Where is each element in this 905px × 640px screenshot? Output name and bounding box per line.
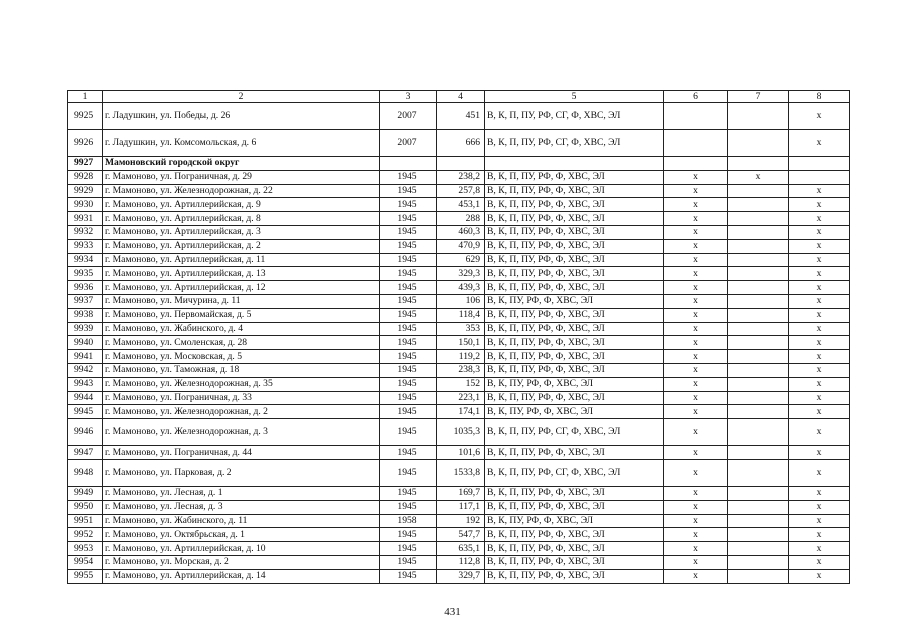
area-cell: 451 [437,103,485,130]
works-cell: В, К, П, ПУ, РФ, СГ, Ф, ХВС, ЭЛ [485,459,664,486]
area-cell: 470,9 [437,239,485,253]
col8-mark-cell: х [789,459,850,486]
works-cell: В, К, П, ПУ, РФ, Ф, ХВС, ЭЛ [485,363,664,377]
area-cell: 547,7 [437,528,485,542]
address-cell: г. Мамоново, ул. Морская, д. 2 [103,555,380,569]
col7-mark-cell [728,184,789,198]
row-number-cell: 9949 [68,486,103,500]
area-cell: 453,1 [437,198,485,212]
col8-mark-cell: х [789,514,850,528]
year-cell: 1945 [380,239,437,253]
address-cell: г. Мамоново, ул. Железнодорожная, д. 22 [103,184,380,198]
table-row [68,391,850,405]
col7-mark-cell [728,130,789,157]
row-number-cell: 9931 [68,212,103,226]
col6-mark-cell: х [664,308,728,322]
address-cell: г. Мамоново, ул. Артиллерийская, д. 2 [103,239,380,253]
row-number-cell: 9943 [68,377,103,391]
year-cell: 1945 [380,184,437,198]
address-cell: г. Мамоново, ул. Мичурина, д. 11 [103,294,380,308]
col8-mark-cell: х [789,391,850,405]
col7-mark-cell [728,514,789,528]
col7-mark-cell [728,336,789,350]
address-cell: г. Мамоново, ул. Железнодорожная, д. 2 [103,405,380,419]
works-cell: В, К, П, ПУ, РФ, Ф, ХВС, ЭЛ [485,542,664,556]
col6-mark-cell: х [664,267,728,281]
col6-mark-cell: х [664,212,728,226]
table-row [68,350,850,364]
col8-mark-cell: х [789,198,850,212]
area-cell: 117,1 [437,500,485,514]
address-cell: г. Мамоново, ул. Пограничная, д. 33 [103,391,380,405]
year-cell: 1945 [380,170,437,184]
year-cell: 1945 [380,350,437,364]
col6-mark-cell: х [664,239,728,253]
col7-mark-cell [728,446,789,460]
col7-mark-cell [728,391,789,405]
col6-mark-cell: х [664,514,728,528]
area-cell: 635,1 [437,542,485,556]
row-number-cell: 9936 [68,281,103,295]
col6-mark-cell: х [664,198,728,212]
row-number-cell: 9955 [68,569,103,583]
table-row [68,486,850,500]
col8-mark-cell: х [789,486,850,500]
address-cell: г. Ладушкин, ул. Комсомольская, д. 6 [103,130,380,157]
row-number-cell: 9944 [68,391,103,405]
works-cell: В, К, П, ПУ, РФ, Ф, ХВС, ЭЛ [485,528,664,542]
column-number-row [68,91,850,103]
works-cell: В, К, П, ПУ, РФ, Ф, ХВС, ЭЛ [485,486,664,500]
col7-mark-cell [728,198,789,212]
table-row [68,405,850,419]
col8-mark-cell: х [789,281,850,295]
year-cell: 1945 [380,405,437,419]
table-row [68,542,850,556]
table-row [68,212,850,226]
col6-mark-cell: х [664,459,728,486]
works-cell: В, К, П, ПУ, РФ, Ф, ХВС, ЭЛ [485,322,664,336]
address-cell: г. Мамоново, ул. Таможная, д. 18 [103,363,380,377]
area-cell: 1533,8 [437,459,485,486]
col8-mark-cell [789,170,850,184]
table-row [68,322,850,336]
year-cell: 1945 [380,198,437,212]
table-row [68,170,850,184]
column-header: 1 [68,91,103,103]
area-cell: 118,4 [437,308,485,322]
col7-mark-cell [728,308,789,322]
col8-mark-cell: х [789,377,850,391]
works-cell: В, К, П, ПУ, РФ, Ф, ХВС, ЭЛ [485,350,664,364]
col7-mark-cell [728,569,789,583]
col7-mark-cell [728,555,789,569]
col8-mark-cell: х [789,542,850,556]
col8-mark-cell: х [789,528,850,542]
col7-mark-cell [728,542,789,556]
year-cell: 1945 [380,377,437,391]
address-cell: г. Мамоново, ул. Артиллерийская, д. 8 [103,212,380,226]
col7-mark-cell [728,322,789,336]
year-cell: 2007 [380,130,437,157]
works-cell: В, К, П, ПУ, РФ, Ф, ХВС, ЭЛ [485,391,664,405]
year-cell: 1945 [380,446,437,460]
col8-mark-cell: х [789,500,850,514]
row-number-cell: 9933 [68,239,103,253]
col7-mark-cell [728,225,789,239]
col7-mark-cell [728,253,789,267]
works-cell: В, К, П, ПУ, РФ, Ф, ХВС, ЭЛ [485,239,664,253]
table-row [68,500,850,514]
address-cell: г. Мамоново, ул. Первомайская, д. 5 [103,308,380,322]
col7-mark-cell [728,212,789,226]
area-cell: 439,3 [437,281,485,295]
col6-mark-cell [664,130,728,157]
row-number-cell: 9941 [68,350,103,364]
year-cell: 1945 [380,281,437,295]
col7-mark-cell [728,419,789,446]
col8-mark-cell: х [789,253,850,267]
table-row [68,514,850,528]
col7-mark-cell [728,377,789,391]
address-cell: г. Мамоново, ул. Пограничная, д. 29 [103,170,380,184]
col8-mark-cell: х [789,103,850,130]
row-number-cell: 9938 [68,308,103,322]
address-cell: г. Ладушкин, ул. Победы, д. 26 [103,103,380,130]
address-cell: Мамоновский городской округ [103,157,380,171]
works-cell: В, К, П, ПУ, РФ, Ф, ХВС, ЭЛ [485,446,664,460]
year-cell: 1945 [380,555,437,569]
table-row [68,103,850,130]
col6-mark-cell: х [664,322,728,336]
address-cell: г. Мамоново, ул. Артиллерийская, д. 13 [103,267,380,281]
address-cell: г. Мамоново, ул. Артиллерийская, д. 10 [103,542,380,556]
row-number-cell: 9934 [68,253,103,267]
works-cell: В, К, П, ПУ, РФ, Ф, ХВС, ЭЛ [485,198,664,212]
works-cell: В, К, П, ПУ, РФ, Ф, ХВС, ЭЛ [485,500,664,514]
year-cell: 1945 [380,363,437,377]
row-number-cell: 9926 [68,130,103,157]
column-header: 5 [485,91,664,103]
col8-mark-cell: х [789,322,850,336]
area-cell: 112,8 [437,555,485,569]
col6-mark-cell: х [664,446,728,460]
area-cell: 1035,3 [437,419,485,446]
address-cell: г. Мамоново, ул. Октябрьская, д. 1 [103,528,380,542]
area-cell: 288 [437,212,485,226]
col6-mark-cell [664,103,728,130]
column-header: 3 [380,91,437,103]
col8-mark-cell: х [789,336,850,350]
year-cell: 1945 [380,212,437,226]
address-cell: г. Мамоново, ул. Лесная, д. 3 [103,500,380,514]
address-cell: г. Мамоново, ул. Артиллерийская, д. 9 [103,198,380,212]
works-cell: В, К, П, ПУ, РФ, Ф, ХВС, ЭЛ [485,569,664,583]
table-row [68,294,850,308]
col7-mark-cell [728,459,789,486]
section-header-row [68,157,850,171]
column-header: 4 [437,91,485,103]
area-cell: 329,3 [437,267,485,281]
col8-mark-cell: х [789,569,850,583]
table-row [68,198,850,212]
year-cell: 1945 [380,391,437,405]
area-cell: 119,2 [437,350,485,364]
col6-mark-cell: х [664,281,728,295]
works-cell: В, К, П, ПУ, РФ, СГ, Ф, ХВС, ЭЛ [485,103,664,130]
col8-mark-cell: х [789,184,850,198]
address-cell: г. Мамоново, ул. Артиллерийская, д. 12 [103,281,380,295]
area-cell [437,157,485,171]
col7-mark-cell [728,528,789,542]
row-number-cell: 9950 [68,500,103,514]
col8-mark-cell: х [789,405,850,419]
col6-mark-cell: х [664,184,728,198]
col7-mark-cell [728,267,789,281]
table-row [68,377,850,391]
col8-mark-cell: х [789,419,850,446]
area-cell: 238,3 [437,363,485,377]
address-cell: г. Мамоново, ул. Жабинского, д. 4 [103,322,380,336]
row-number-cell: 9953 [68,542,103,556]
table-row [68,267,850,281]
address-cell: г. Мамоново, ул. Артиллерийская, д. 14 [103,569,380,583]
table-row [68,184,850,198]
col8-mark-cell [789,157,850,171]
works-cell: В, К, П, ПУ, РФ, Ф, ХВС, ЭЛ [485,253,664,267]
col6-mark-cell: х [664,391,728,405]
works-cell: В, К, П, ПУ, РФ, СГ, Ф, ХВС, ЭЛ [485,130,664,157]
col6-mark-cell: х [664,170,728,184]
col6-mark-cell: х [664,555,728,569]
area-cell: 106 [437,294,485,308]
year-cell: 1945 [380,322,437,336]
table-row [68,528,850,542]
address-cell: г. Мамоново, ул. Железнодорожная, д. 3 [103,419,380,446]
col8-mark-cell: х [789,308,850,322]
col8-mark-cell: х [789,267,850,281]
address-cell: г. Мамоново, ул. Московская, д. 5 [103,350,380,364]
col8-mark-cell: х [789,130,850,157]
col7-mark-cell: х [728,170,789,184]
table-row [68,253,850,267]
col8-mark-cell: х [789,225,850,239]
works-cell: В, К, ПУ, РФ, Ф, ХВС, ЭЛ [485,514,664,528]
area-cell: 666 [437,130,485,157]
works-cell: В, К, П, ПУ, РФ, Ф, ХВС, ЭЛ [485,170,664,184]
table-row [68,281,850,295]
year-cell: 1945 [380,253,437,267]
col8-mark-cell: х [789,446,850,460]
year-cell: 1945 [380,486,437,500]
col8-mark-cell: х [789,212,850,226]
col6-mark-cell: х [664,350,728,364]
table-row [68,225,850,239]
table-row [68,130,850,157]
col6-mark-cell: х [664,528,728,542]
row-number-cell: 9952 [68,528,103,542]
col6-mark-cell: х [664,542,728,556]
works-cell: В, К, ПУ, РФ, Ф, ХВС, ЭЛ [485,377,664,391]
year-cell: 1945 [380,500,437,514]
area-cell: 192 [437,514,485,528]
works-cell: В, К, П, ПУ, РФ, Ф, ХВС, ЭЛ [485,184,664,198]
row-number-cell: 9942 [68,363,103,377]
col7-mark-cell [728,294,789,308]
area-cell: 101,6 [437,446,485,460]
row-number-cell: 9929 [68,184,103,198]
works-cell: В, К, П, ПУ, РФ, Ф, ХВС, ЭЛ [485,336,664,350]
works-cell: В, К, П, ПУ, РФ, СГ, Ф, ХВС, ЭЛ [485,419,664,446]
year-cell: 2007 [380,103,437,130]
table-row [68,459,850,486]
row-number-cell: 9945 [68,405,103,419]
col7-mark-cell [728,363,789,377]
row-number-cell: 9940 [68,336,103,350]
year-cell: 1945 [380,459,437,486]
col8-mark-cell: х [789,555,850,569]
year-cell: 1945 [380,528,437,542]
row-number-cell: 9948 [68,459,103,486]
works-cell: В, К, ПУ, РФ, Ф, ХВС, ЭЛ [485,405,664,419]
housing-table [67,90,850,584]
table-row [68,569,850,583]
page-number: 431 [444,606,461,618]
col6-mark-cell: х [664,500,728,514]
area-cell: 629 [437,253,485,267]
address-cell: г. Мамоново, ул. Артиллерийская, д. 11 [103,253,380,267]
area-cell: 257,8 [437,184,485,198]
area-cell: 460,3 [437,225,485,239]
year-cell: 1945 [380,225,437,239]
area-cell: 238,2 [437,170,485,184]
col7-mark-cell [728,239,789,253]
col8-mark-cell: х [789,239,850,253]
area-cell: 174,1 [437,405,485,419]
row-number-cell: 9930 [68,198,103,212]
col6-mark-cell: х [664,419,728,446]
year-cell: 1945 [380,267,437,281]
col6-mark-cell: х [664,336,728,350]
col7-mark-cell [728,281,789,295]
address-cell: г. Мамоново, ул. Железнодорожная, д. 35 [103,377,380,391]
col7-mark-cell [728,103,789,130]
table-row [68,239,850,253]
row-number-cell: 9951 [68,514,103,528]
address-cell: г. Мамоново, ул. Парковая, д. 2 [103,459,380,486]
works-cell: В, К, П, ПУ, РФ, Ф, ХВС, ЭЛ [485,555,664,569]
address-cell: г. Мамоново, ул. Пограничная, д. 44 [103,446,380,460]
column-header: 8 [789,91,850,103]
works-cell: В, К, П, ПУ, РФ, Ф, ХВС, ЭЛ [485,225,664,239]
area-cell: 223,1 [437,391,485,405]
address-cell: г. Мамоново, ул. Жабинского, д. 11 [103,514,380,528]
year-cell: 1945 [380,419,437,446]
year-cell: 1945 [380,336,437,350]
table-row [68,363,850,377]
row-number-cell: 9954 [68,555,103,569]
col6-mark-cell [664,157,728,171]
table-row [68,308,850,322]
col6-mark-cell: х [664,486,728,500]
works-cell: В, К, П, ПУ, РФ, Ф, ХВС, ЭЛ [485,281,664,295]
table-row [68,446,850,460]
column-header: 2 [103,91,380,103]
col6-mark-cell: х [664,225,728,239]
col8-mark-cell: х [789,294,850,308]
year-cell: 1945 [380,542,437,556]
col7-mark-cell [728,486,789,500]
area-cell: 150,1 [437,336,485,350]
row-number-cell: 9927 [68,157,103,171]
area-cell: 169,7 [437,486,485,500]
row-number-cell: 9939 [68,322,103,336]
table-row [68,336,850,350]
address-cell: г. Мамоново, ул. Артиллерийская, д. 3 [103,225,380,239]
row-number-cell: 9935 [68,267,103,281]
area-cell: 353 [437,322,485,336]
row-number-cell: 9932 [68,225,103,239]
col6-mark-cell: х [664,363,728,377]
col6-mark-cell: х [664,377,728,391]
col6-mark-cell: х [664,253,728,267]
row-number-cell: 9937 [68,294,103,308]
area-cell: 329,7 [437,569,485,583]
year-cell: 1945 [380,308,437,322]
year-cell: 1958 [380,514,437,528]
row-number-cell: 9928 [68,170,103,184]
row-number-cell: 9947 [68,446,103,460]
works-cell: В, К, ПУ, РФ, Ф, ХВС, ЭЛ [485,294,664,308]
row-number-cell: 9946 [68,419,103,446]
column-header: 6 [664,91,728,103]
row-number-cell: 9925 [68,103,103,130]
col6-mark-cell: х [664,294,728,308]
col6-mark-cell: х [664,569,728,583]
col6-mark-cell: х [664,405,728,419]
works-cell [485,157,664,171]
works-cell: В, К, П, ПУ, РФ, Ф, ХВС, ЭЛ [485,267,664,281]
column-header: 7 [728,91,789,103]
table-row [68,555,850,569]
document-page [67,90,849,584]
col7-mark-cell [728,157,789,171]
col8-mark-cell: х [789,350,850,364]
col7-mark-cell [728,350,789,364]
col8-mark-cell: х [789,363,850,377]
area-cell: 152 [437,377,485,391]
year-cell: 1945 [380,294,437,308]
address-cell: г. Мамоново, ул. Лесная, д. 1 [103,486,380,500]
works-cell: В, К, П, ПУ, РФ, Ф, ХВС, ЭЛ [485,212,664,226]
works-cell: В, К, П, ПУ, РФ, Ф, ХВС, ЭЛ [485,308,664,322]
year-cell: 1945 [380,569,437,583]
col7-mark-cell [728,500,789,514]
col7-mark-cell [728,405,789,419]
table-row [68,419,850,446]
address-cell: г. Мамоново, ул. Смоленская, д. 28 [103,336,380,350]
year-cell [380,157,437,171]
